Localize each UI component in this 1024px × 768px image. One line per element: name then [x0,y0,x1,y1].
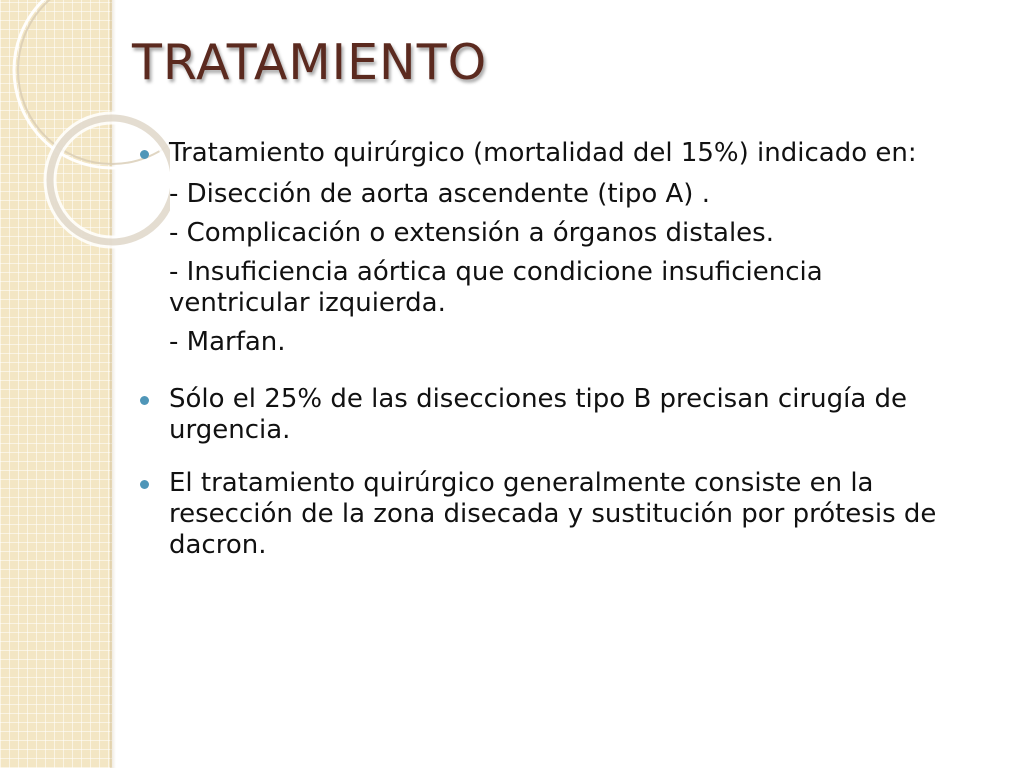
bullet-subitem: - Insuficiencia aórtica que condicione insuficiencia ventricular izquierda. [169,257,823,318]
bullet-dot-icon [140,396,149,405]
bullet-item [140,138,960,358]
bullet-item [140,384,960,446]
bullet-subitem: - Marfan. [169,327,286,357]
bullet-text: Tratamiento quirúrgico (mortalidad del 15%) indicado en: [169,138,917,168]
bullet-dot-icon [140,480,149,489]
slide-title: TRATAMIENTO [132,34,488,91]
bullet-dot-icon [140,150,149,159]
bullet-subitem: - Disección de aorta ascendente (tipo A) . [169,179,710,209]
bullet-subitem: - Complicación o extensión a órganos distales. [169,218,774,248]
bullet-text: El tratamiento quirúrgico generalmente consiste en la resección de la zona disecada y sustitución por prótesis de dacron. [169,468,937,560]
bullet-list [140,138,960,581]
bullet-item [140,468,960,561]
bullet-text: Sólo el 25% de las disecciones tipo B precisan cirugía de urgencia. [169,384,908,445]
